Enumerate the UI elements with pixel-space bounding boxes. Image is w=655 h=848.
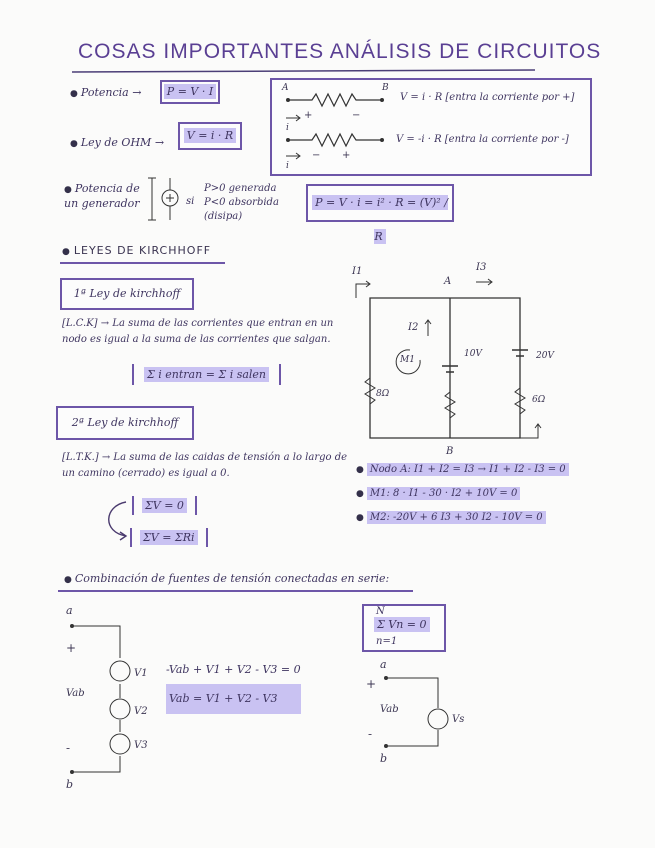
equation-nodo: ● Nodo A: I1 + I2 = I3 → I1 + I2 - I3 = 0 <box>356 458 586 482</box>
law1-title-box <box>60 278 194 310</box>
resistor-line2: V = -i · R [entra la corriente por -] <box>396 134 569 145</box>
ohm-label: Ley de OHM <box>80 136 152 149</box>
law2-title-box <box>56 406 194 440</box>
node-b: B <box>446 446 454 457</box>
eq-plus: + <box>366 677 377 691</box>
law1-title: 1ª Ley de kirchhoff <box>73 287 181 300</box>
node-a: A <box>444 276 452 287</box>
I1-label: I1 <box>352 266 363 277</box>
kirchhoff-underline <box>60 260 230 266</box>
law2-formula2-box <box>130 528 208 547</box>
law1-formula-box <box>132 364 281 385</box>
bullet-icon: ● <box>70 139 78 149</box>
series-b: b <box>66 778 74 791</box>
generador-label: Potencia de un generador <box>64 182 140 210</box>
eq-vs: Vs <box>452 714 465 725</box>
sum-formula-box <box>362 604 446 652</box>
equation-m2-text: M2: -20V + 6 I3 + 30 I2 - 10V = 0 <box>367 511 546 524</box>
law2-formula1: ΣV = 0 <box>142 498 187 513</box>
generador-cases <box>204 182 299 224</box>
series-eq1: -Vab + V1 + V2 - V3 = 0 <box>166 663 301 676</box>
law2-title: 2ª Ley de kirchhoff <box>71 416 179 429</box>
series-vab: Vab <box>66 688 85 699</box>
series-equations <box>166 656 301 714</box>
serie-underline <box>58 588 418 594</box>
law2-formula1-box <box>132 496 197 515</box>
potencia-item <box>70 86 141 99</box>
node-equations <box>356 458 586 530</box>
svg-text:i: i <box>286 123 289 133</box>
bullet-icon: ● <box>70 89 78 99</box>
source-10v: 10V <box>464 349 482 359</box>
arrow-icon: → <box>154 136 165 149</box>
ohm-item <box>70 136 164 149</box>
series-sources-diagram <box>56 600 166 800</box>
generador-formula: P = V · i = i² · R = (V)² / R <box>312 195 448 244</box>
law1-description <box>62 316 352 348</box>
law1-formula: Σ i entran = Σ i salen <box>144 367 269 382</box>
law2-abbr: [L.T.K.] <box>62 452 99 463</box>
series-eq2: Vab = V1 + V2 - V3 <box>166 684 301 714</box>
ohm-formula: V = i · R <box>184 128 236 143</box>
bullet-icon: ● <box>62 247 71 257</box>
eq-a: a <box>380 658 387 671</box>
resistor-6: 6Ω <box>532 395 546 405</box>
series-plus: + <box>66 641 77 655</box>
svg-text:+: + <box>304 110 313 121</box>
bullet-icon: ● <box>64 185 72 195</box>
series-a: a <box>66 604 73 617</box>
resistor-diagrams <box>272 80 392 170</box>
svg-text:−: − <box>312 150 321 161</box>
source-20v: 20V <box>536 351 554 361</box>
arrow-icon: → <box>132 86 142 99</box>
potencia-formula-box <box>160 80 220 104</box>
eq-b: b <box>380 752 388 765</box>
node-a-label: A <box>282 83 289 93</box>
sum-top: N <box>376 606 385 617</box>
bullet-icon: ● <box>64 575 72 585</box>
generador-formula-box <box>306 184 454 243</box>
law2-formula2: ΣV = ΣRi <box>140 530 198 545</box>
generador-case1: P>0 generada <box>204 183 277 194</box>
law1-abbr: [L.C.K] <box>62 318 98 329</box>
svg-text:−: − <box>352 110 361 121</box>
generator-symbol <box>142 174 186 224</box>
I2-label: I2 <box>408 322 419 333</box>
page-title: COSAS IMPORTANTES ANÁLISIS DE CIRCUITOS <box>78 40 602 63</box>
sum-formula: Σ Vn = 0 <box>374 617 430 632</box>
potencia-formula: P = V · I <box>164 84 216 99</box>
kirchhoff-circuit <box>346 258 596 458</box>
equivalent-source-diagram <box>360 656 480 766</box>
arrow-icon: → <box>100 318 110 329</box>
series-minus: - <box>66 741 71 755</box>
I3-label: I3 <box>476 262 487 273</box>
generador-si: si <box>186 196 195 207</box>
resistor-line1: V = i · R [entra la corriente por +] <box>400 92 575 103</box>
sum-bottom: n=1 <box>376 636 398 647</box>
equation-nodo-text: Nodo A: I1 + I2 = I3 → I1 + I2 - I3 = 0 <box>367 463 569 476</box>
generador-case2: P<0 absorbida (disipa) <box>204 197 279 222</box>
potencia-label: Potencia <box>80 86 129 99</box>
eq-minus: - <box>368 727 373 741</box>
kirchhoff-heading <box>62 244 211 257</box>
svg-text:i: i <box>286 161 289 170</box>
generador-item <box>64 182 144 211</box>
equation-m1-text: M1: 8 · I1 - 30 · I2 + 10V = 0 <box>367 487 520 500</box>
law1-text: La suma de las corrientes que entran en un nodo es igual a la suma de las corrientes que salgan. <box>62 318 334 345</box>
serie-heading <box>64 572 389 585</box>
M1-label: M1 <box>400 355 415 365</box>
equation-m2: ● M2: -20V + 6 I3 + 30 I2 - 10V = 0 <box>356 506 586 530</box>
svg-text:+: + <box>342 150 351 161</box>
title-underline <box>70 66 540 78</box>
node-b-label: B <box>382 83 389 93</box>
arrow-icon: → <box>101 452 111 463</box>
ohm-formula-box <box>178 122 242 150</box>
eq-vab: Vab <box>380 704 399 715</box>
serie-heading-text: Combinación de fuentes de tensión conectadas en serie: <box>74 572 390 585</box>
series-v1: V1 <box>134 668 148 679</box>
resistor-8: 8Ω <box>376 389 390 399</box>
series-v2: V2 <box>134 706 148 717</box>
series-v3: V3 <box>134 740 148 751</box>
equation-m1: ● M1: 8 · I1 - 30 · I2 + 10V = 0 <box>356 482 586 506</box>
law2-text: La suma de las caidas de tensión a lo largo de un camino (cerrado) es igual a 0. <box>62 452 348 479</box>
kirchhoff-heading-text: LEYES DE KIRCHHOFF <box>73 244 212 257</box>
law2-description <box>62 450 352 482</box>
